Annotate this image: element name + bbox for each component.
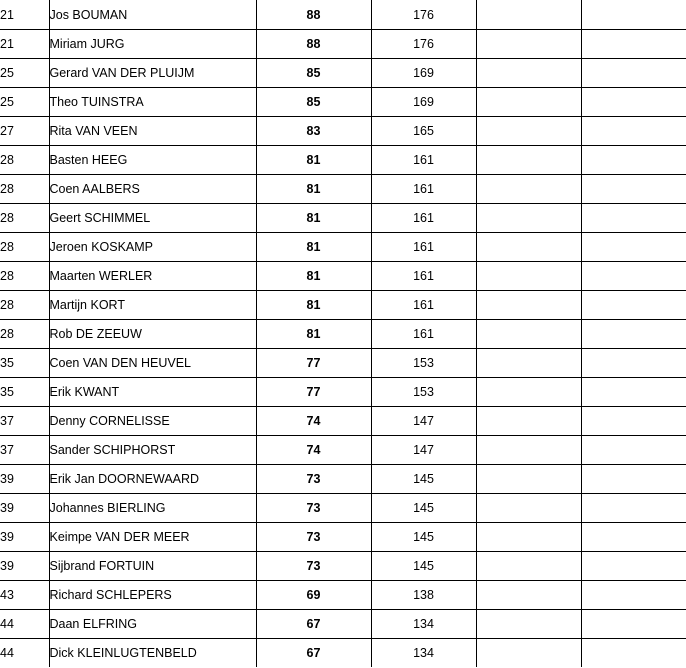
table-row xyxy=(0,610,686,639)
table-row xyxy=(0,117,686,146)
score-cell: 83 xyxy=(256,117,371,146)
rank-cell: 39 xyxy=(0,465,49,494)
score-cell: 85 xyxy=(256,88,371,117)
name-cell: Jos BOUMAN xyxy=(49,0,256,30)
empty-cell xyxy=(581,494,686,523)
table-row xyxy=(0,320,686,349)
rank-cell: 28 xyxy=(0,233,49,262)
rank-cell: 35 xyxy=(0,378,49,407)
total-cell: 169 xyxy=(371,59,476,88)
rank-cell: 39 xyxy=(0,494,49,523)
empty-cell xyxy=(581,639,686,668)
name-cell: Johannes BIERLING xyxy=(49,494,256,523)
name-cell: Coen VAN DEN HEUVEL xyxy=(49,349,256,378)
total-cell: 145 xyxy=(371,523,476,552)
empty-cell xyxy=(476,117,581,146)
score-cell: 81 xyxy=(256,320,371,349)
table-row xyxy=(0,233,686,262)
rank-cell: 25 xyxy=(0,88,49,117)
total-cell: 153 xyxy=(371,378,476,407)
total-cell: 145 xyxy=(371,494,476,523)
empty-cell xyxy=(581,175,686,204)
total-cell: 176 xyxy=(371,30,476,59)
empty-cell xyxy=(476,639,581,668)
empty-cell xyxy=(581,146,686,175)
name-cell: Gerard VAN DER PLUIJM xyxy=(49,59,256,88)
empty-cell xyxy=(581,30,686,59)
total-cell: 161 xyxy=(371,262,476,291)
empty-cell xyxy=(476,204,581,233)
rank-cell: 28 xyxy=(0,262,49,291)
total-cell: 153 xyxy=(371,349,476,378)
total-cell: 161 xyxy=(371,175,476,204)
table-row xyxy=(0,581,686,610)
empty-cell xyxy=(476,523,581,552)
name-cell: Keimpe VAN DER MEER xyxy=(49,523,256,552)
score-cell: 74 xyxy=(256,407,371,436)
rank-cell: 44 xyxy=(0,610,49,639)
total-cell: 161 xyxy=(371,291,476,320)
total-cell: 134 xyxy=(371,639,476,668)
rank-cell: 28 xyxy=(0,204,49,233)
rank-cell: 43 xyxy=(0,581,49,610)
total-cell: 147 xyxy=(371,407,476,436)
total-cell: 169 xyxy=(371,88,476,117)
total-cell: 161 xyxy=(371,320,476,349)
empty-cell xyxy=(581,407,686,436)
empty-cell xyxy=(476,610,581,639)
rank-cell: 35 xyxy=(0,349,49,378)
name-cell: Jeroen KOSKAMP xyxy=(49,233,256,262)
empty-cell xyxy=(476,436,581,465)
score-cell: 85 xyxy=(256,59,371,88)
empty-cell xyxy=(476,262,581,291)
empty-cell xyxy=(581,291,686,320)
score-cell: 81 xyxy=(256,291,371,320)
empty-cell xyxy=(476,59,581,88)
name-cell: Sijbrand FORTUIN xyxy=(49,552,256,581)
score-cell: 74 xyxy=(256,436,371,465)
empty-cell xyxy=(476,146,581,175)
empty-cell xyxy=(476,581,581,610)
empty-cell xyxy=(476,378,581,407)
total-cell: 165 xyxy=(371,117,476,146)
table-row xyxy=(0,291,686,320)
empty-cell xyxy=(476,88,581,117)
rank-cell: 25 xyxy=(0,59,49,88)
empty-cell xyxy=(581,59,686,88)
empty-cell xyxy=(476,0,581,30)
name-cell: Miriam JURG xyxy=(49,30,256,59)
total-cell: 161 xyxy=(371,146,476,175)
empty-cell xyxy=(581,88,686,117)
name-cell: Rita VAN VEEN xyxy=(49,117,256,146)
empty-cell xyxy=(476,407,581,436)
empty-cell xyxy=(581,0,686,30)
name-cell: Denny CORNELISSE xyxy=(49,407,256,436)
name-cell: Basten HEEG xyxy=(49,146,256,175)
empty-cell xyxy=(581,204,686,233)
empty-cell xyxy=(581,581,686,610)
rank-cell: 37 xyxy=(0,436,49,465)
table-row xyxy=(0,59,686,88)
empty-cell xyxy=(581,349,686,378)
total-cell: 145 xyxy=(371,465,476,494)
name-cell: Richard SCHLEPERS xyxy=(49,581,256,610)
empty-cell xyxy=(476,494,581,523)
empty-cell xyxy=(581,233,686,262)
rank-cell: 39 xyxy=(0,523,49,552)
empty-cell xyxy=(476,175,581,204)
score-cell: 81 xyxy=(256,146,371,175)
name-cell: Martijn KORT xyxy=(49,291,256,320)
empty-cell xyxy=(476,552,581,581)
score-cell: 81 xyxy=(256,175,371,204)
table-row xyxy=(0,30,686,59)
rank-cell: 37 xyxy=(0,407,49,436)
table-row xyxy=(0,204,686,233)
name-cell: Geert SCHIMMEL xyxy=(49,204,256,233)
table-row xyxy=(0,523,686,552)
name-cell: Rob DE ZEEUW xyxy=(49,320,256,349)
score-cell: 67 xyxy=(256,610,371,639)
empty-cell xyxy=(581,117,686,146)
score-cell: 69 xyxy=(256,581,371,610)
score-cell: 81 xyxy=(256,204,371,233)
rank-cell: 44 xyxy=(0,639,49,668)
score-cell: 73 xyxy=(256,465,371,494)
name-cell: Erik Jan DOORNEWAARD xyxy=(49,465,256,494)
table-row xyxy=(0,146,686,175)
score-cell: 77 xyxy=(256,378,371,407)
empty-cell xyxy=(476,465,581,494)
rank-cell: 28 xyxy=(0,146,49,175)
empty-cell xyxy=(581,552,686,581)
table-row xyxy=(0,349,686,378)
score-cell: 67 xyxy=(256,639,371,668)
total-cell: 161 xyxy=(371,204,476,233)
total-cell: 145 xyxy=(371,552,476,581)
name-cell: Theo TUINSTRA xyxy=(49,88,256,117)
empty-cell xyxy=(476,320,581,349)
name-cell: Maarten WERLER xyxy=(49,262,256,291)
table-row xyxy=(0,175,686,204)
table-row xyxy=(0,436,686,465)
total-cell: 161 xyxy=(371,233,476,262)
empty-cell xyxy=(581,465,686,494)
rank-cell: 21 xyxy=(0,30,49,59)
score-cell: 81 xyxy=(256,233,371,262)
table-row xyxy=(0,407,686,436)
table-row xyxy=(0,494,686,523)
rank-cell: 21 xyxy=(0,0,49,30)
rank-cell: 28 xyxy=(0,291,49,320)
rank-cell: 28 xyxy=(0,175,49,204)
score-cell: 77 xyxy=(256,349,371,378)
total-cell: 147 xyxy=(371,436,476,465)
score-cell: 73 xyxy=(256,523,371,552)
empty-cell xyxy=(581,262,686,291)
name-cell: Daan ELFRING xyxy=(49,610,256,639)
table-row xyxy=(0,378,686,407)
empty-cell xyxy=(476,291,581,320)
name-cell: Erik KWANT xyxy=(49,378,256,407)
total-cell: 176 xyxy=(371,0,476,30)
empty-cell xyxy=(476,30,581,59)
table-row xyxy=(0,465,686,494)
total-cell: 138 xyxy=(371,581,476,610)
score-cell: 73 xyxy=(256,552,371,581)
table-row xyxy=(0,552,686,581)
table-row xyxy=(0,88,686,117)
name-cell: Coen AALBERS xyxy=(49,175,256,204)
name-cell: Dick KLEINLUGTENBELD xyxy=(49,639,256,668)
table-row xyxy=(0,639,686,668)
rank-cell: 28 xyxy=(0,320,49,349)
rank-cell: 39 xyxy=(0,552,49,581)
table-row xyxy=(0,0,686,30)
empty-cell xyxy=(581,523,686,552)
score-cell: 88 xyxy=(256,30,371,59)
empty-cell xyxy=(476,233,581,262)
score-cell: 73 xyxy=(256,494,371,523)
score-cell: 81 xyxy=(256,262,371,291)
total-cell: 134 xyxy=(371,610,476,639)
rank-cell: 27 xyxy=(0,117,49,146)
empty-cell xyxy=(581,436,686,465)
table-row xyxy=(0,262,686,291)
name-cell: Sander SCHIPHORST xyxy=(49,436,256,465)
empty-cell xyxy=(581,378,686,407)
score-cell: 88 xyxy=(256,0,371,30)
empty-cell xyxy=(581,320,686,349)
empty-cell xyxy=(476,349,581,378)
empty-cell xyxy=(581,610,686,639)
